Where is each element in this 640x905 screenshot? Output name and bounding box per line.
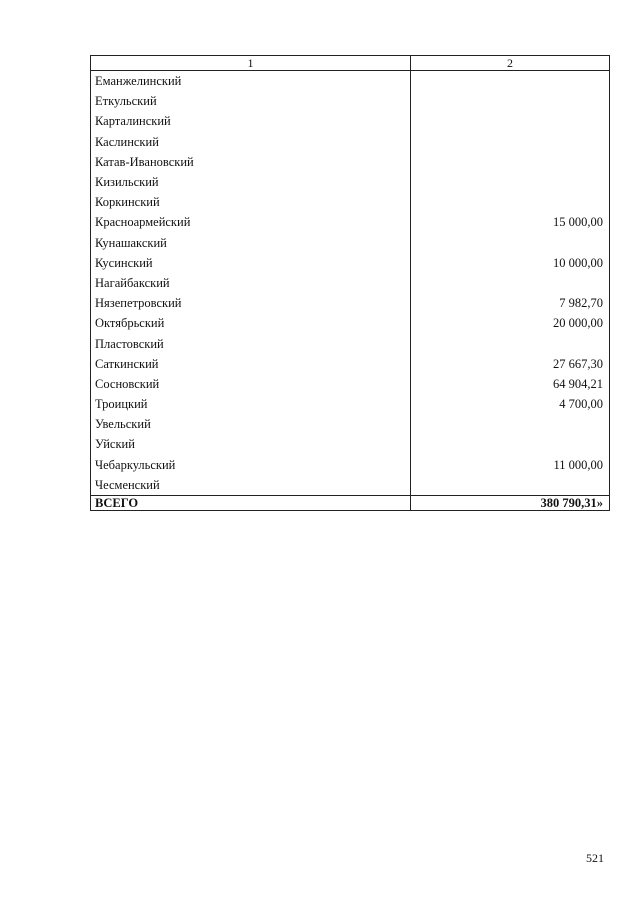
table-row [91,394,610,414]
budget-table [90,55,610,511]
district-amount [411,434,610,454]
district-name: Коркинский [91,192,411,212]
district-name: Кусинский [91,253,411,273]
table-row [91,172,610,192]
district-amount: 15 000,00 [411,212,610,232]
district-name: Уйский [91,434,411,454]
table-row [91,152,610,172]
table-row [91,71,610,92]
district-name: Катав-Ивановский [91,152,411,172]
district-amount [411,333,610,353]
table-row [91,91,610,111]
district-amount: 10 000,00 [411,253,610,273]
total-label: ВСЕГО [91,495,411,510]
district-amount: 4 700,00 [411,394,610,414]
district-name: Нагайбакский [91,273,411,293]
district-amount: 11 000,00 [411,455,610,475]
table-row [91,354,610,374]
district-name: Саткинский [91,354,411,374]
district-amount [411,414,610,434]
district-name: Кизильский [91,172,411,192]
district-name: Красноармейский [91,212,411,232]
district-amount [411,152,610,172]
table-row [91,313,610,333]
district-amount [411,111,610,131]
district-amount [411,273,610,293]
district-amount [411,192,610,212]
table-row [91,293,610,313]
district-amount: 64 904,21 [411,374,610,394]
table-row [91,253,610,273]
table-row [91,132,610,152]
district-name: Чесменский [91,475,411,496]
table-row [91,333,610,353]
district-name: Карталинский [91,111,411,131]
table-row [91,212,610,232]
district-name: Еткульский [91,91,411,111]
district-amount [411,475,610,496]
table-row [91,111,610,131]
table-row [91,374,610,394]
column-header-1: 1 [91,56,411,71]
table-row [91,434,610,454]
district-amount [411,233,610,253]
district-name: Нязепетровский [91,293,411,313]
district-amount: 27 667,30 [411,354,610,374]
total-row [91,495,610,510]
district-amount [411,172,610,192]
district-name: Каслинский [91,132,411,152]
table-row [91,273,610,293]
district-name: Кунашакский [91,233,411,253]
table-row [91,455,610,475]
total-value: 380 790,31» [411,495,610,510]
table-row [91,475,610,496]
district-name: Сосновский [91,374,411,394]
district-name: Пластовский [91,333,411,353]
district-name: Октябрьский [91,313,411,333]
table-row [91,233,610,253]
table-header-row [91,56,610,71]
table-row [91,414,610,434]
district-amount [411,132,610,152]
district-name: Троицкий [91,394,411,414]
district-amount [411,71,610,92]
table-row [91,192,610,212]
district-name: Чебаркульский [91,455,411,475]
column-header-2: 2 [411,56,610,71]
district-amount [411,91,610,111]
district-name: Увельский [91,414,411,434]
district-amount: 20 000,00 [411,313,610,333]
district-name: Еманжелинский [91,71,411,92]
district-amount: 7 982,70 [411,293,610,313]
page-number: 521 [586,851,604,865]
